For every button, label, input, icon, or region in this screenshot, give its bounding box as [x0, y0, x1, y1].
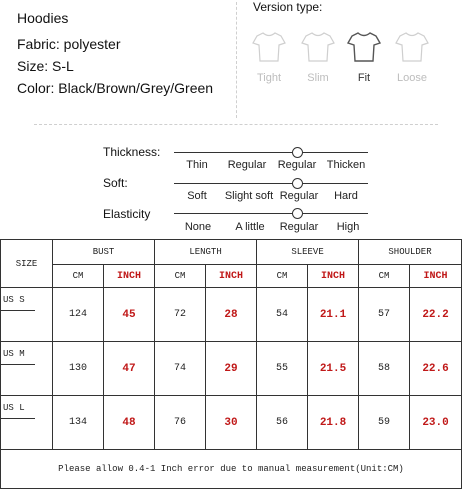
cell-value-inch: 23.0 — [410, 396, 462, 450]
row-label-underline — [1, 418, 35, 419]
cell-value: 54 — [257, 288, 308, 342]
tshirt-fit-icon[interactable] — [346, 30, 382, 64]
elasticity-label-4: High — [336, 221, 360, 233]
size-table — [0, 239, 462, 489]
row-label-cell — [1, 396, 53, 450]
version-type-title: Version type: — [253, 0, 323, 14]
cell-value-inch: 45 — [104, 288, 155, 342]
product-size: Size: S-L — [17, 58, 74, 74]
cell-value: 57 — [359, 288, 410, 342]
thickness-label-3: Regular — [277, 159, 317, 171]
measurement-note: Please allow 0.4-1 Inch error due to manual measurement(Unit:CM) — [1, 450, 462, 489]
product-fabric: Fabric: polyester — [17, 36, 121, 52]
thickness-label-2: Regular — [227, 159, 267, 171]
elasticity-label-3: Regular — [279, 221, 319, 233]
version-option-fit[interactable]: Fit — [357, 72, 371, 84]
unit-inch: INCH — [104, 265, 155, 288]
cell-value: 134 — [53, 396, 104, 450]
version-option-loose[interactable]: Loose — [397, 72, 427, 84]
elasticity-scale-knob[interactable] — [292, 208, 303, 219]
thickness-scale-line — [174, 152, 368, 153]
cell-value-inch: 47 — [104, 342, 155, 396]
elasticity-label-1: None — [184, 221, 212, 233]
cell-value-inch: 30 — [206, 396, 257, 450]
thickness-label-1: Thin — [186, 159, 208, 171]
cell-value: 74 — [155, 342, 206, 396]
elasticity-title: Elasticity — [103, 207, 151, 221]
version-option-slim[interactable]: Slim — [307, 72, 329, 84]
row-label: US L — [3, 403, 25, 413]
product-name: Hoodies — [17, 10, 69, 26]
table-row — [1, 288, 462, 342]
header-sleeve: SLEEVE — [257, 240, 359, 265]
header-shoulder: SHOULDER — [359, 240, 462, 265]
version-option-tight[interactable]: Tight — [256, 72, 282, 84]
cell-value-inch: 29 — [206, 342, 257, 396]
row-label-underline — [1, 310, 35, 311]
soft-label-3: Regular — [279, 190, 319, 202]
row-label-cell — [1, 288, 53, 342]
row-label: US S — [3, 295, 25, 305]
table-row — [1, 396, 462, 450]
tshirt-loose-icon[interactable] — [394, 30, 430, 64]
header-length: LENGTH — [155, 240, 257, 265]
cell-value: 72 — [155, 288, 206, 342]
row-label-underline — [1, 364, 35, 365]
unit-cm: CM — [359, 265, 410, 288]
unit-cm: CM — [155, 265, 206, 288]
row-label-cell — [1, 342, 53, 396]
cell-value-inch: 28 — [206, 288, 257, 342]
cell-value: 76 — [155, 396, 206, 450]
section-divider-vertical — [236, 2, 237, 118]
soft-scale-knob[interactable] — [292, 178, 303, 189]
cell-value-inch: 21.5 — [308, 342, 359, 396]
thickness-scale-knob[interactable] — [292, 147, 303, 158]
row-label: US M — [3, 349, 25, 359]
cell-value: 59 — [359, 396, 410, 450]
cell-value-inch: 22.2 — [410, 288, 462, 342]
cell-value: 124 — [53, 288, 104, 342]
cell-value-inch: 48 — [104, 396, 155, 450]
cell-value: 56 — [257, 396, 308, 450]
thickness-title: Thickness: — [103, 145, 161, 159]
elasticity-label-2: A little — [235, 221, 265, 233]
tshirt-tight-icon[interactable] — [251, 30, 287, 64]
header-bust: BUST — [53, 240, 155, 265]
tshirt-slim-icon[interactable] — [300, 30, 336, 64]
soft-scale-line — [174, 183, 368, 184]
cell-value: 58 — [359, 342, 410, 396]
table-row — [1, 342, 462, 396]
cell-value: 130 — [53, 342, 104, 396]
soft-title: Soft: — [103, 176, 128, 190]
unit-cm: CM — [257, 265, 308, 288]
unit-cm: CM — [53, 265, 104, 288]
size-header: SIZE — [1, 240, 53, 288]
cell-value-inch: 21.8 — [308, 396, 359, 450]
soft-label-2: Slight soft — [224, 190, 274, 202]
cell-value-inch: 22.6 — [410, 342, 462, 396]
unit-inch: INCH — [410, 265, 462, 288]
unit-inch: INCH — [206, 265, 257, 288]
product-color: Color: Black/Brown/Grey/Green — [17, 80, 214, 96]
unit-inch: INCH — [308, 265, 359, 288]
soft-label-4: Hard — [334, 190, 358, 202]
cell-value-inch: 21.1 — [308, 288, 359, 342]
section-divider-horizontal — [34, 124, 438, 125]
elasticity-scale-line — [174, 213, 368, 214]
soft-label-1: Soft — [187, 190, 207, 202]
cell-value: 55 — [257, 342, 308, 396]
thickness-label-4: Thicken — [326, 159, 366, 171]
